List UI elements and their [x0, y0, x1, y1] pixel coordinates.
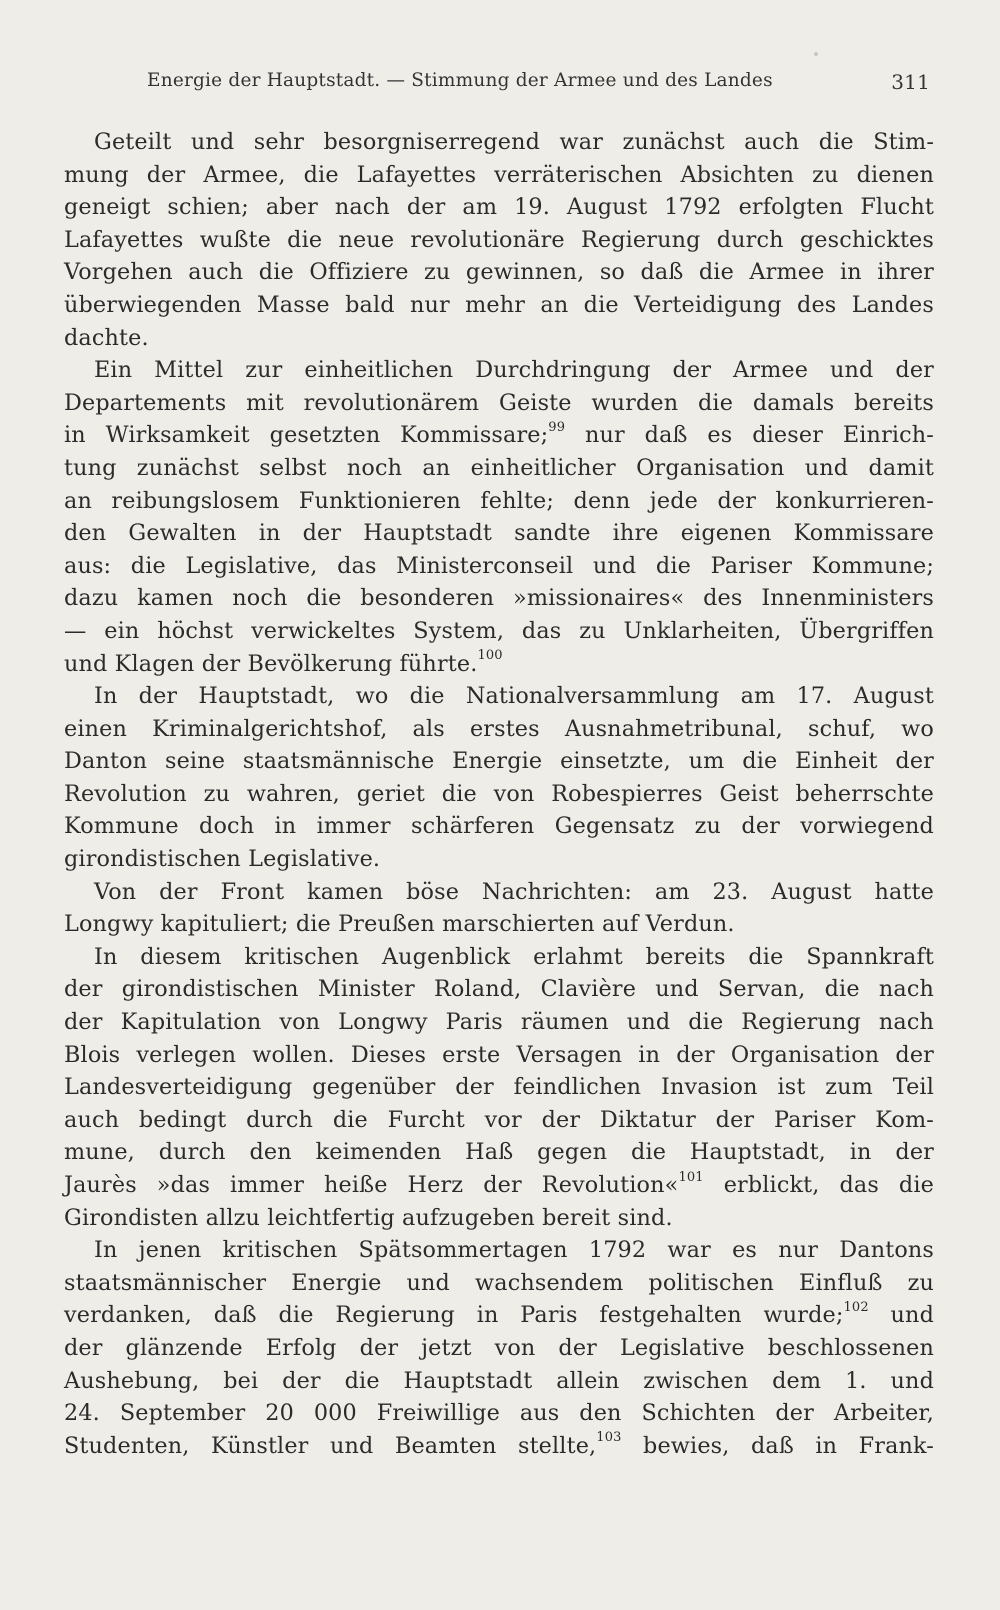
text-line: [64, 159, 934, 192]
text-line: [64, 517, 934, 550]
text-line-main: der Kapitulation von Longwy Paris räumen und die Regierung nach: [64, 1009, 934, 1036]
footnote-marker: 100: [477, 648, 503, 664]
text-line: [64, 648, 934, 681]
text-line: [64, 1006, 934, 1039]
text-line-main: der girondistischen Minister Roland, Clavière und Servan, die nach: [64, 976, 934, 1003]
text-line: [64, 615, 934, 648]
text-line-main: mune, durch den keimenden Haß gegen die Hauptstadt, in der: [64, 1139, 934, 1166]
text-line: [64, 1430, 934, 1463]
text-line-main: Ein Mittel zur einheitlichen Durchdringung der Armee und der: [94, 357, 934, 384]
text-line-main: einen Kriminalgerichtshof, als erstes Ausnahmetribunal, schuf, wo: [64, 715, 934, 742]
text-line: [64, 810, 934, 843]
text-line: [64, 1267, 934, 1300]
text-line-main: Girondisten allzu leichtfertig aufzugeben bereit sind.: [64, 1204, 673, 1231]
text-line-main: Kommune doch in immer schärferen Gegensatz zu der vorwiegend: [64, 813, 934, 840]
text-line-main: in Wirksamkeit gesetzten Kommissare;: [64, 422, 549, 449]
text-line-main: Von der Front kamen böse Nachrichten: am 23. August hatte: [94, 878, 934, 905]
paper-speck: [814, 52, 818, 56]
text-line-main: — ein höchst verwickeltes System, das zu Unklarheiten, Übergriffen: [64, 617, 934, 644]
text-line: [64, 876, 934, 909]
text-line: [64, 126, 934, 159]
text-line-main: In jenen kritischen Spätsommertagen 1792 war es nur Dantons: [94, 1237, 934, 1264]
text-line: [64, 452, 934, 485]
text-line: [64, 191, 934, 224]
running-head: [147, 70, 930, 98]
text-line: [64, 1136, 934, 1169]
text-line: [64, 1365, 934, 1398]
footnote-marker: 101: [678, 1169, 704, 1185]
text-line-main: verdanken, daß die Regierung in Paris festgehalten wurde;: [64, 1302, 844, 1329]
text-line-main: Geteilt und sehr besorgniserregend war zunächst auch die Stim-: [94, 129, 934, 155]
text-line: [64, 322, 934, 355]
text-line-continuation: und: [868, 1302, 934, 1329]
text-line-main: auch bedingt durch die Furcht vor der Diktatur der Pariser Kom-: [64, 1106, 934, 1133]
text-line: [64, 1202, 934, 1235]
text-line-main: der glänzende Erfolg der jetzt von der Legislative beschlossenen: [64, 1334, 934, 1361]
text-line-main: Lafayettes wußte die neue revolutionäre Regierung durch geschicktes: [64, 226, 934, 253]
text-line-main: mung der Armee, die Lafayettes verräterischen Absichten zu dienen: [64, 161, 934, 188]
text-line: [64, 1169, 934, 1202]
text-line: [64, 419, 934, 452]
text-line-main: aus: die Legislative, das Ministerconseil und die Pariser Kommune;: [64, 552, 934, 579]
text-line-main: girondistischen Legislative.: [64, 846, 381, 873]
text-line-main: Vorgehen auch die Offiziere zu gewinnen, so daß die Armee in ihrer: [64, 259, 934, 286]
text-line: [64, 1039, 934, 1072]
text-line: [64, 1397, 934, 1430]
text-line-main: 24. September 20 000 Freiwillige aus den Schichten der Arbeiter,: [64, 1400, 934, 1427]
text-line-main: Jaurès »das immer heiße Herz der Revolution«: [64, 1172, 679, 1198]
text-line-main: überwiegenden Masse bald nur mehr an die Verteidigung des Landes: [64, 291, 934, 318]
text-line: [64, 224, 934, 257]
text-line-main: geneigt schien; aber nach der am 19. August 1792 erfolgten Flucht: [64, 194, 934, 221]
text-line-main: Departements mit revolutionärem Geiste wurden die damals bereits: [64, 389, 934, 416]
text-line: [64, 778, 934, 811]
text-line-main: Studenten, Künstler und Beamten stellte,: [64, 1432, 597, 1459]
text-line-main: In diesem kritischen Augenblick erlahmt bereits die Spannkraft: [94, 943, 934, 970]
text-line: [64, 680, 934, 713]
text-line: [64, 354, 934, 387]
text-line-main: dazu kamen noch die besonderen »missionaires« des Innenministers: [64, 585, 934, 612]
body-text: [64, 126, 934, 1462]
text-line-main: an reibungslosem Funktionieren fehlte; denn jede der konkurrieren-: [64, 487, 934, 514]
text-line: [64, 1299, 934, 1332]
text-line: [64, 908, 934, 941]
text-line: [64, 1071, 934, 1104]
text-line-main: Longwy kapituliert; die Preußen marschierten auf Verdun.: [64, 911, 735, 938]
footnote-marker: 102: [843, 1299, 869, 1315]
footnote-marker: 103: [596, 1430, 622, 1446]
text-line: [64, 582, 934, 615]
text-line-continuation: nur daß es dieser Einrich-: [565, 422, 934, 449]
text-line: [64, 1104, 934, 1137]
running-head-title: Energie der Hauptstadt. — Stimmung der Armee und des Landes: [147, 70, 773, 91]
text-line-continuation: bewies, daß in Frank-: [621, 1432, 934, 1459]
text-line-main: Landesverteidigung gegenüber der feindlichen Invasion ist zum Teil: [64, 1074, 934, 1101]
text-line-main: Blois verlegen wollen. Dieses erste Versagen in der Organisation der: [64, 1041, 934, 1068]
text-line: [64, 550, 934, 583]
text-line-main: staatsmännischer Energie und wachsendem politischen Einfluß zu: [64, 1269, 934, 1296]
page-number: 311: [891, 70, 930, 94]
text-line: [64, 1234, 934, 1267]
text-line: [64, 941, 934, 974]
text-line-main: dachte.: [64, 324, 149, 351]
text-line: [64, 387, 934, 420]
text-line-main: tung zunächst selbst noch an einheitlicher Organisation und damit: [64, 454, 934, 481]
text-line-main: und Klagen der Bevölkerung führte.: [64, 650, 478, 677]
text-line-main: In der Hauptstadt, wo die Nationalversammlung am 17. August: [94, 683, 934, 710]
text-line: [64, 843, 934, 876]
text-line-main: Revolution zu wahren, geriet die von Robespierres Geist beherrschte: [64, 780, 934, 807]
text-line: [64, 1332, 934, 1365]
footnote-marker: 99: [548, 419, 566, 435]
text-line: [64, 713, 934, 746]
text-line-continuation: erblickt, das die: [703, 1172, 934, 1198]
text-line: [64, 256, 934, 289]
text-line-main: Aushebung, bei der die Hauptstadt allein zwischen dem 1. und: [64, 1367, 934, 1394]
text-line: [64, 973, 934, 1006]
text-line: [64, 289, 934, 322]
text-line: [64, 745, 934, 778]
text-line: [64, 485, 934, 518]
text-line-main: Danton seine staatsmännische Energie einsetzte, um die Einheit der: [64, 748, 934, 775]
text-line-main: den Gewalten in der Hauptstadt sandte ihre eigenen Kommissare: [64, 520, 934, 547]
